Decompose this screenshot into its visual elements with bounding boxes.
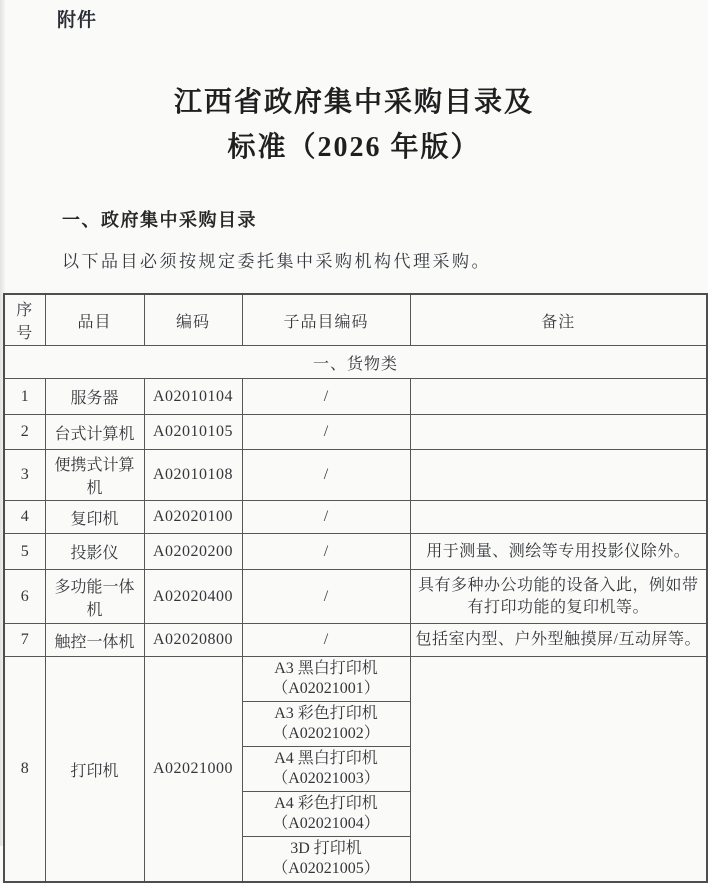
cell-seq: 1	[4, 379, 45, 415]
subitem-name: A4 黑白打印机	[274, 750, 378, 767]
cell-item: 台式计算机	[45, 415, 144, 450]
subitem-code: （A02021004）	[272, 815, 380, 832]
table-row	[4, 450, 707, 501]
cell-code: A02020400	[144, 570, 242, 624]
cell-remark: 包括室内型、户外型触摸屏/互动屏等。	[410, 624, 707, 657]
document-title	[0, 80, 708, 170]
cell-subcode	[242, 657, 410, 702]
column-header-code: 编码	[144, 294, 242, 346]
procurement-table-container	[3, 293, 706, 883]
cell-subcode	[242, 837, 410, 883]
table-row	[4, 624, 707, 657]
cell-item: 复印机	[45, 501, 144, 534]
cell-code: A02010108	[144, 450, 242, 501]
cell-remark	[410, 379, 707, 415]
subitem-code: （A02021001）	[272, 680, 380, 697]
column-header-item: 品目	[45, 294, 144, 346]
cell-code: A02020800	[144, 624, 242, 657]
procurement-table	[3, 293, 708, 883]
table-row-printer	[4, 657, 707, 702]
subitem-name: A4 彩色打印机	[274, 795, 378, 812]
cell-item: 多功能一体机	[45, 570, 144, 624]
document-title-line1: 江西省政府集中采购目录及	[173, 87, 534, 118]
cell-item: 触控一体机	[45, 624, 144, 657]
table-row	[4, 501, 707, 534]
cell-subcode: /	[242, 415, 410, 450]
intro-paragraph: 以下品目必须按规定委托集中采购机构代理采购。	[62, 252, 491, 271]
cell-code: A02020100	[144, 501, 242, 534]
cell-code: A02010105	[144, 415, 242, 450]
cell-seq: 6	[4, 570, 45, 624]
document-title-line2: 标准（2026 年版）	[227, 132, 481, 163]
cell-subcode: /	[242, 534, 410, 570]
cell-subcode: /	[242, 624, 410, 657]
subitem-code: （A02021005）	[272, 860, 380, 877]
cell-subcode	[242, 702, 410, 747]
cell-subcode: /	[242, 450, 410, 501]
column-header-subcode: 子品目编码	[242, 294, 410, 346]
subitem-name: 3D 打印机	[290, 840, 362, 857]
cell-subcode: /	[242, 570, 410, 624]
category-row	[4, 346, 707, 379]
subitem-code: （A02021002）	[272, 725, 380, 742]
cell-remark	[410, 415, 707, 450]
cell-remark: 用于测量、测绘等专用投影仪除外。	[410, 534, 707, 570]
cell-subcode: /	[242, 501, 410, 534]
cell-subcode	[242, 747, 410, 792]
cell-remark	[410, 450, 707, 501]
cell-item: 投影仪	[45, 534, 144, 570]
table-row	[4, 415, 707, 450]
column-header-seq: 序号	[4, 294, 45, 346]
cell-code: A02010104	[144, 379, 242, 415]
section-heading: 一、政府集中采购目录	[62, 210, 257, 230]
attachment-label: 附件	[57, 10, 98, 31]
table-row	[4, 379, 707, 415]
cell-remark	[410, 657, 707, 883]
subitem-name: A3 彩色打印机	[274, 705, 378, 722]
cell-seq: 7	[4, 624, 45, 657]
cell-seq: 4	[4, 501, 45, 534]
cell-seq: 3	[4, 450, 45, 501]
cell-seq: 2	[4, 415, 45, 450]
cell-remark: 具有多种办公功能的设备入此，例如带有打印功能的复印机等。	[410, 570, 707, 624]
cell-subcode: /	[242, 379, 410, 415]
subitem-code: （A02021003）	[272, 770, 380, 787]
cell-seq: 8	[4, 657, 45, 883]
cell-subcode	[242, 792, 410, 837]
subitem-name: A3 黑白打印机	[274, 660, 378, 677]
cell-code: A02021000	[144, 657, 242, 883]
cell-code: A02020200	[144, 534, 242, 570]
table-row	[4, 570, 707, 624]
cell-remark	[410, 501, 707, 534]
category-label: 一、货物类	[4, 346, 707, 379]
cell-item: 服务器	[45, 379, 144, 415]
table-header-row	[4, 294, 707, 346]
table-row	[4, 534, 707, 570]
cell-item: 便携式计算机	[45, 450, 144, 501]
column-header-remark: 备注	[410, 294, 707, 346]
cell-item: 打印机	[45, 657, 144, 883]
cell-seq: 5	[4, 534, 45, 570]
